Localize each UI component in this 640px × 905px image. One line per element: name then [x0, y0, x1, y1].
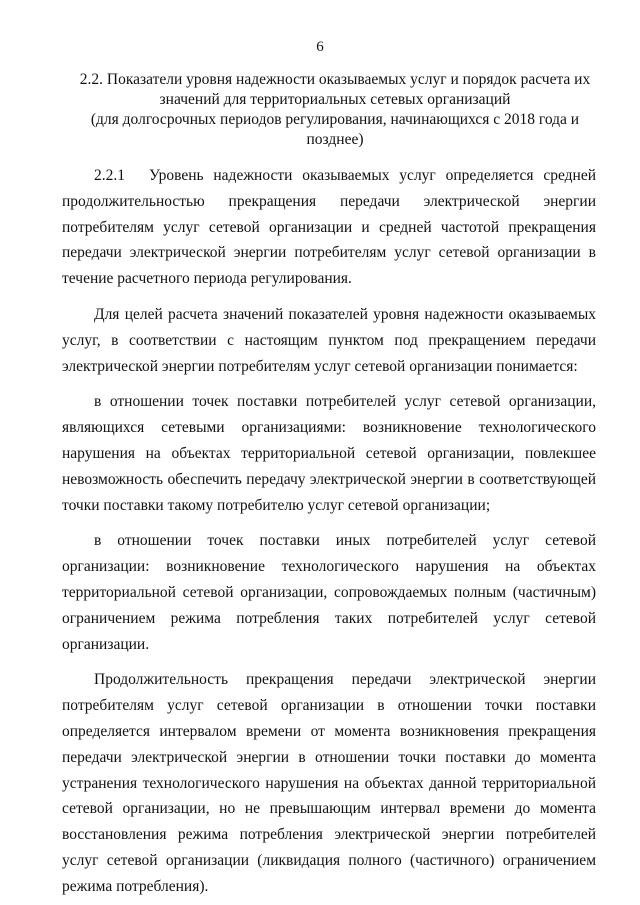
- paragraph-2-2-1: [62, 163, 596, 292]
- clause-number: 2.2.1: [94, 167, 125, 184]
- page-number: 6: [316, 39, 324, 55]
- paragraph-text: Уровень надежности оказываемых услуг определяется средней продолжительностью прекращения передачи электрической энергии потребителям услуг сетевой организации и средней частотой прекращения передачи электрической энергии потребителям услуг сетевой организации в течение расчетного периода регулирования.: [62, 167, 596, 288]
- paragraph-duration: Продолжительность прекращения передачи электрической энергии потребителям услуг сетевой организации в отношении точки поставки определяется интервалом времени от момента возникновения прекращения передачи электрической энергии в отношении точки поставки до момента устранения технологического нарушения на объектах данной территориальной сетевой организации, но не превышающим интервал времени до момента восстановления режима потребления электрической энергии потребителей услуг сетевой организации (ликвидация полного (частичного) ограничением режима потребления).: [62, 671, 596, 895]
- heading-line-2: значений для территориальных сетевых организаций: [159, 91, 511, 108]
- section-heading: [75, 70, 595, 150]
- paragraph-other-consumers: в отношении точек поставки иных потребителей услуг сетевой организации: возникновение технологического нарушения на объектах территориальной сетевой организации, сопровождаемых полным (частичным) ограничением режима потребления таких потребителей услуг сетевой организации.: [62, 532, 596, 653]
- document-body: [62, 163, 596, 900]
- paragraph-network-organizations: в отношении точек поставки потребителей услуг сетевой организации, являющихся сетевыми организациями: возникновение технологического нарушения на объектах территориальной сетевой организации, повлекшее невозможность обеспечить передачу электрической энергии в соответствующей точки поставки такому потребителю услуг сетевой организации;: [62, 393, 596, 514]
- heading-line-4: позднее): [306, 131, 364, 148]
- heading-line-3: (для долгосрочных периодов регулирования, начинающихся с 2018 года и: [90, 111, 580, 128]
- paragraph-purpose: Для целей расчета значений показателей уровня надежности оказываемых услуг, в соответствии с настоящим пунктом под прекращением передачи электрической энергии потребителям услуг сетевой организации понимается:: [62, 305, 596, 375]
- heading-line-1: 2.2. Показатели уровня надежности оказываемых услуг и порядок расчета их: [79, 71, 591, 88]
